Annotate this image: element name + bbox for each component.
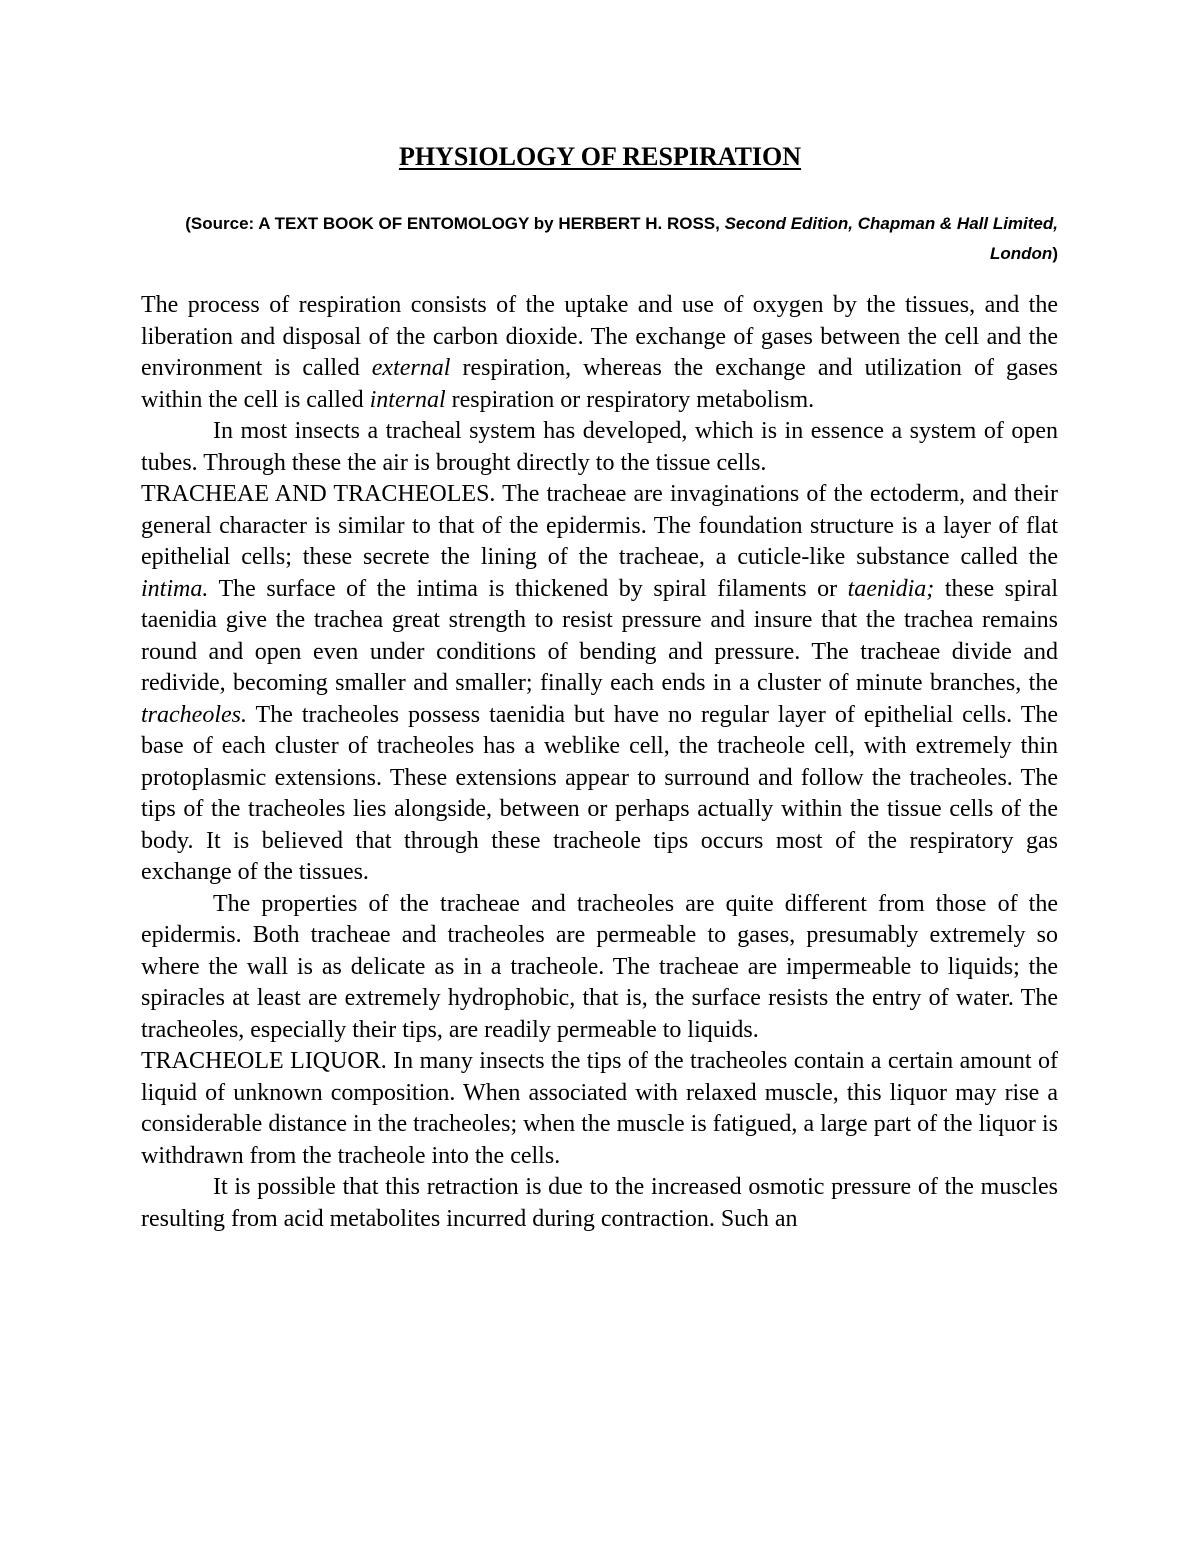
source-prefix: (Source: A TEXT BOOK OF ENTOMOLOGY by HERBERT H. ROSS,: [185, 214, 725, 233]
paragraph: [141, 479, 1058, 889]
emphasis-term: taenidia;: [847, 575, 935, 602]
paragraph-text: respiration, whereas the exchange and utilization of gases within the cell is called: [141, 355, 1059, 413]
paragraph-text: The properties of the tracheae and tracheoles are quite different from those of the epidermis. Both tracheae and tracheoles are permeable to gases, presumably extremely so where the wall is as delicate as in a tracheole. The tracheae are impermeable to liquids; the spiracles at least are extremely hydrophobic, that is, the surface resists the entry of water. The tracheoles, especially their tips, are readily permeable to liquids.: [141, 890, 1058, 1043]
paragraph: [141, 1046, 1058, 1172]
paragraph-text: The surface of the intima is thickened by spiral filaments or: [208, 575, 848, 602]
paragraph-text: respiration or respiratory metabolism.: [445, 386, 815, 413]
source-citation: [141, 209, 1058, 269]
body-text: [141, 290, 1058, 1235]
paragraph: [141, 416, 1058, 479]
emphasis-term: tracheoles.: [141, 701, 247, 728]
emphasis-term: intima.: [141, 575, 209, 602]
paragraph-text: It is possible that this retraction is due to the increased osmotic pressure of the muscles resulting from acid metabolites incurred during contraction. Such an: [141, 1174, 1058, 1232]
paragraph-text: these spiral taenidia give the trachea great strength to resist pressure and insure that the trachea remains round and open even under conditions of bending and pressure. The tracheae divide and redivide, becoming smaller and smaller; finally each ends in a cluster of minute branches, the: [141, 575, 1059, 696]
paragraph: [141, 290, 1058, 416]
paragraph-text: In most insects a tracheal system has developed, which is in essence a system of open tubes. Through these the air is brought directly to the tissue cells.: [141, 418, 1058, 476]
paragraph: [141, 889, 1058, 1047]
emphasis-term: external: [371, 355, 451, 381]
emphasis-term: internal: [369, 386, 446, 413]
paragraph-text: The process of respiration consists of the uptake and use of oxygen by the tissues, and the liberation and disposal of the carbon dioxide. The exchange of gases between the cell and the environment is called: [141, 292, 1058, 381]
page-title: [0, 142, 1200, 172]
paragraph-text: The tracheoles possess taenidia but have no regular layer of epithelial cells. The base of each cluster of tracheoles has a weblike cell, the tracheole cell, with extremely thin protoplasmic extensions. These extensions appear to surround and follow the tracheoles. The tips of the tracheoles lies alongside, between or perhaps actually within the tissue cells of the body. It is believed that through these tracheole tips occurs most of the respiratory gas exchange of the tissues.: [141, 701, 1058, 885]
source-suffix: ): [1052, 244, 1058, 263]
paragraph-text: TRACHEOLE LIQUOR. In many insects the tips of the tracheoles contain a certain amount of liquid of unknown composition. When associated with relaxed muscle, this liquor may rise a considerable distance in the tracheoles; when the muscle is fatigued, a large part of the liquor is withdrawn from the tracheole into the cells.: [141, 1048, 1058, 1169]
page-title-text: PHYSIOLOGY OF RESPIRATION: [398, 142, 802, 171]
paragraph: [141, 1172, 1058, 1235]
paragraph-text: TRACHEAE AND TRACHEOLES. The tracheae are invaginations of the ectoderm, and their general character is similar to that of the epidermis. The foundation structure is a layer of flat epithelial cells; these secrete the lining of the tracheae, a cuticle-like substance called the: [141, 481, 1058, 570]
source-edition: Second Edition, Chapman & Hall Limited, London: [724, 214, 1058, 263]
